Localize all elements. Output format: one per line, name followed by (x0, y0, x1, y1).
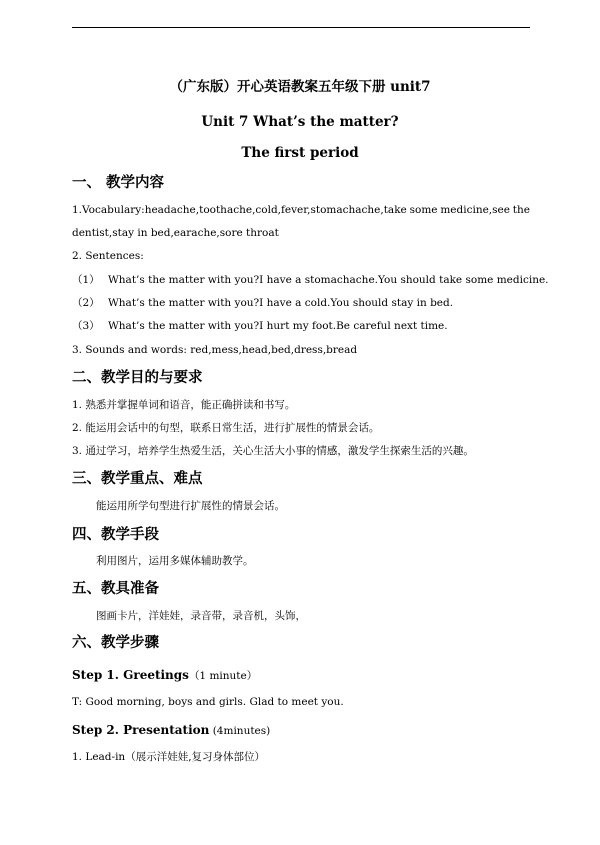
step1-title: Step 1. Greetings (72, 668, 189, 682)
vocabulary-line-2: dentist,stay in bed,earache,sore throat (72, 227, 279, 239)
sentence-text: What’s the matter with you?I have a cold.You should stay in bed. (108, 297, 454, 309)
section2-heading: 二、教学目的与要求 (72, 369, 203, 386)
vocab-word: the (512, 204, 530, 216)
goal-item: 1. 熟悉并掌握单词和语音，能正确拼读和书写。 (72, 399, 296, 411)
sentence-number: （2） (72, 297, 100, 309)
vocabulary-line-1 (72, 203, 530, 217)
vocab-word: 1.Vocabulary:headache,toothache,cold,fever,stomachache,take (72, 204, 407, 216)
goal-item: 2. 能运用会话中的句型，联系日常生活，进行扩展性的情景会话。 (72, 422, 380, 434)
step1-heading (72, 668, 257, 683)
section5-heading: 五、教具准备 (72, 580, 159, 597)
section6-heading: 六、教学步骤 (72, 634, 159, 651)
step2-item: 1. Lead-in（展示洋娃娃,复习身体部位） (72, 751, 266, 763)
section4-text: 利用图片，运用多媒体辅助教学。 (96, 555, 254, 567)
section4-heading: 四、教学手段 (72, 526, 159, 543)
vocab-word: medicine,see (440, 204, 510, 216)
section3-heading: 三、教学重点、难点 (72, 470, 203, 487)
sentence-number: （3） (72, 320, 100, 332)
sentences-label: 2. Sentences: (72, 250, 144, 262)
period-title: The first period (241, 145, 359, 161)
section1-heading: 一、 教学内容 (72, 174, 165, 191)
unit-title: Unit 7 What’s the matter? (201, 114, 399, 130)
section3-text: 能运用所学句型进行扩展性的情景会话。 (96, 500, 285, 512)
header-rule (72, 27, 530, 28)
sounds-and-words: 3. Sounds and words: red,mess,head,bed,dress,bread (72, 344, 358, 356)
step2-heading (72, 723, 270, 738)
section5-text: 图画卡片，洋娃娃，录音带，录音机，头饰， (96, 610, 306, 622)
step2-title: Step 2. Presentation (72, 723, 210, 737)
vocab-word: some (409, 204, 438, 216)
sentence-text: What’s the matter with you?I have a stomachache.You should take some medicine. (108, 274, 549, 286)
goal-item: 3. 通过学习，培养学生热爱生活，关心生活大小事的情感，激发学生探索生活的兴趣。 (72, 445, 474, 457)
sentence-text: What’s the matter with you?I hurt my foot.Be careful next time. (108, 320, 448, 332)
step1-time: （1 minute） (188, 670, 258, 682)
sentence-number: （1） (72, 274, 100, 286)
step1-text: T: Good morning, boys and girls. Glad to meet you. (72, 696, 344, 708)
main-title: （广东版）开心英语教案五年级下册 unit7 (169, 79, 431, 95)
step2-time: (4minutes) (209, 725, 271, 737)
